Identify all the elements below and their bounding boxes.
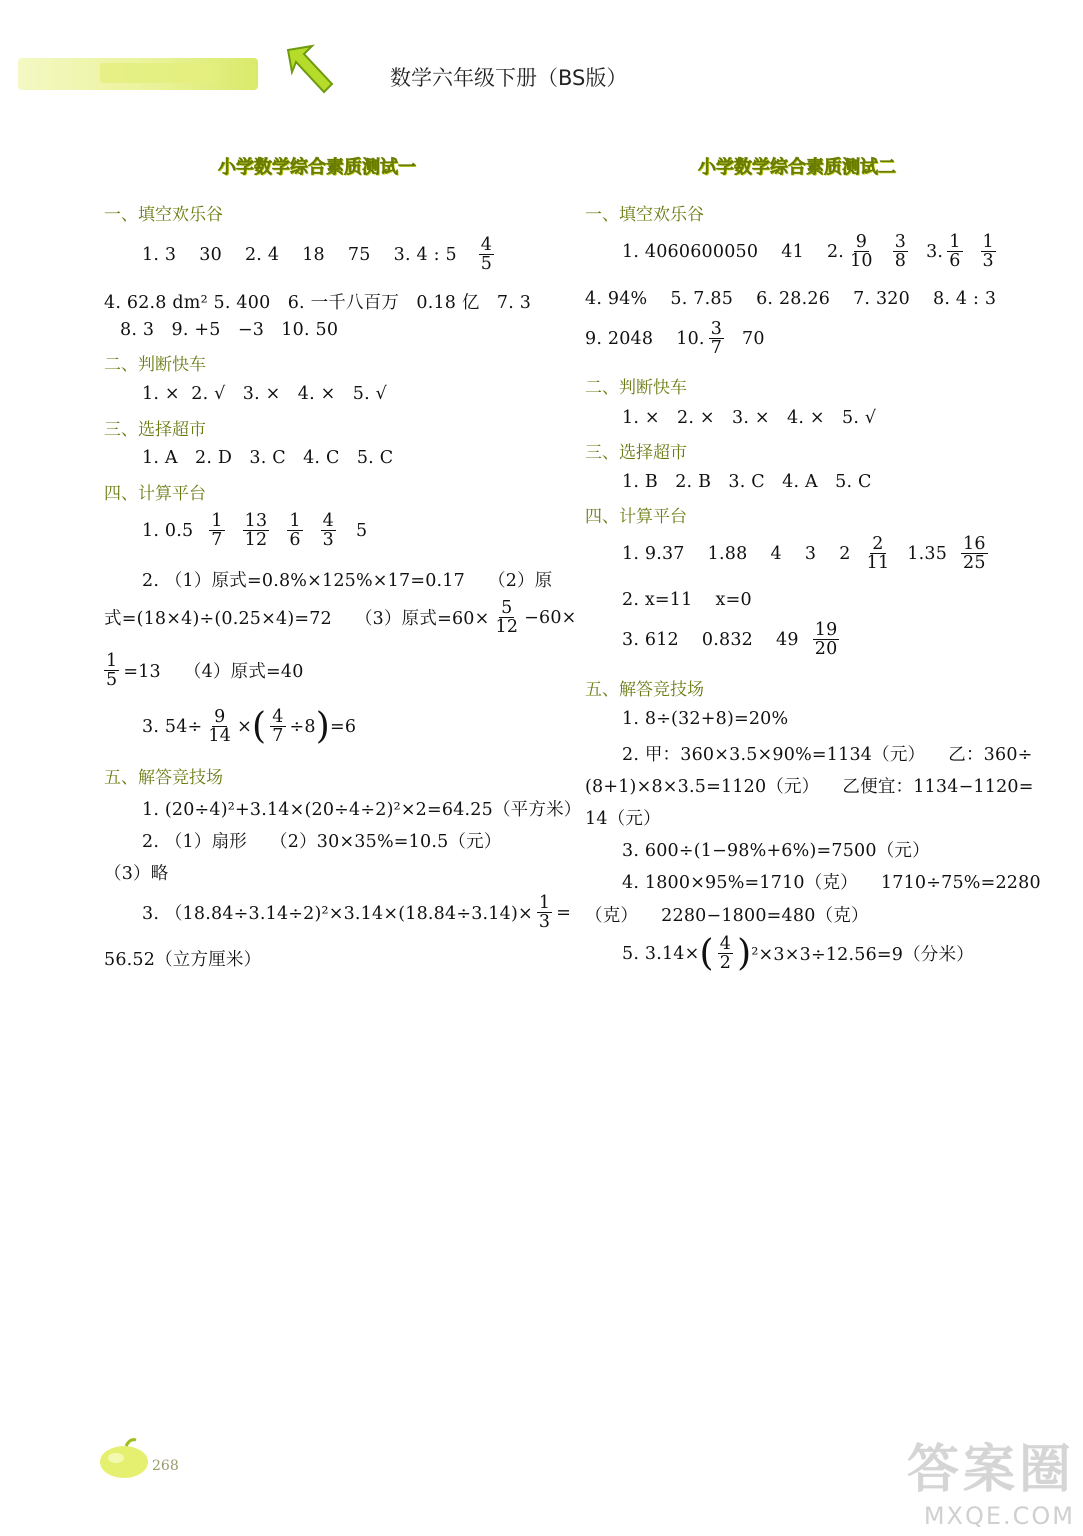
test2-line-2: 4. 94% 5. 7.85 6. 28.26 7. 320 8. 4 : 3 xyxy=(585,289,997,309)
text: × xyxy=(237,716,252,737)
test2-line-12: 14（元） xyxy=(585,809,661,829)
test1-line-7: 2. （1）原式=0.8%×125%×17=0.17 （2）原 xyxy=(142,571,553,591)
test2-section-4: 四、计算平台 xyxy=(585,507,687,527)
test2-line-13: 3. 600÷(1−98%+6%)=7500（元） xyxy=(622,841,930,861)
fraction: $\frac{19}{20}$ xyxy=(814,620,838,660)
fraction: $\frac{4}{7}$ xyxy=(272,707,284,747)
test1-line-3: 8. 3 9. +5 −3 10. 50 xyxy=(120,320,339,340)
text: ÷8 xyxy=(289,716,316,737)
test2-title: 小学数学综合素质测试二 xyxy=(698,157,896,178)
fraction: $\frac{1}{6}$ xyxy=(949,232,961,272)
text: 3. xyxy=(926,241,944,262)
test2-line-14: 4. 1800×95%=1710（克） 1710÷75%=2280 xyxy=(622,873,1041,893)
text: 1.35 xyxy=(907,543,948,564)
page-number: 268 xyxy=(152,1458,179,1474)
fraction: $\frac{1}{7}$ xyxy=(211,511,223,551)
fraction: $\frac{1}{3}$ xyxy=(982,232,994,272)
test2-line-5: 1. B 2. B 3. C 4. A 5. C xyxy=(622,472,872,492)
text: 1. 0.5 xyxy=(142,520,194,541)
text: 5. 3.14× xyxy=(622,943,700,964)
text: =6 xyxy=(330,716,357,737)
paren: ( xyxy=(251,705,267,747)
text: =13 （4）原式=40 xyxy=(123,662,304,683)
test1-line-8 xyxy=(104,599,577,637)
fraction: $\frac{4}{3}$ xyxy=(322,511,334,551)
test2-line-3 xyxy=(585,320,765,358)
test1-title: 小学数学综合素质测试一 xyxy=(218,157,416,178)
text: 1. 9.37 1.88 4 3 2 xyxy=(622,543,851,564)
fraction: $\frac{1}{6}$ xyxy=(289,511,301,551)
test2-line-10: 2. 甲：360×3.5×90%=1134（元） 乙：360÷ xyxy=(622,745,1033,765)
test1-line-9 xyxy=(100,652,304,690)
test1-line-4: 1. × 2. √ 3. × 4. × 5. √ xyxy=(142,384,387,404)
watermark-url: MXQE.COM xyxy=(923,1502,1075,1530)
test1-line-1 xyxy=(142,236,498,274)
watermark-logo xyxy=(907,1427,1075,1530)
fraction: $\frac{4}{2}$ xyxy=(719,934,732,974)
test1-line-15: 56.52（立方厘米） xyxy=(104,950,262,970)
test2-line-9: 1. 8÷(32+8)=20% xyxy=(622,709,789,729)
text: 9. 2048 10. xyxy=(585,328,705,349)
text: 5 xyxy=(356,520,368,541)
test1-line-6 xyxy=(142,512,367,550)
test2-line-15: （克） 2280−1800=480（克） xyxy=(585,906,869,926)
test2-line-8 xyxy=(622,621,843,659)
paren: ) xyxy=(737,932,752,974)
fraction: $\frac{3}{8}$ xyxy=(894,232,907,272)
text: 70 xyxy=(742,328,765,349)
header-banner-highlight xyxy=(100,63,220,83)
fraction: $\frac{5}{12}$ xyxy=(495,598,519,638)
test1-line-11: 1. (20÷4)²+3.14×(20÷4÷2)²×2=64.25（平方米） xyxy=(142,800,582,820)
text: 1. 3 30 2. 4 18 75 3. 4 : 5 xyxy=(142,244,457,265)
test1-section-2: 二、判断快车 xyxy=(104,355,206,375)
test2-line-11: (8+1)×8×3.5=1120（元） 乙便宜：1134−1120= xyxy=(585,777,1034,797)
fraction: $\frac{3}{7}$ xyxy=(710,319,723,359)
test2-line-7: 2. x=11 x=0 xyxy=(622,590,752,610)
fraction: $\frac{1}{3}$ xyxy=(538,893,551,933)
fraction: $\frac{13}{12}$ xyxy=(244,511,268,551)
book-title: 数学六年级下册（BS版） xyxy=(390,66,628,90)
test1-section-5: 五、解答竞技场 xyxy=(104,768,223,788)
test1-section-1: 一、填空欢乐谷 xyxy=(104,205,223,225)
test1-line-10 xyxy=(142,705,357,747)
test2-section-1: 一、填空欢乐谷 xyxy=(585,205,704,225)
text: = xyxy=(556,902,572,923)
test2-line-4: 1. × 2. × 3. × 4. × 5. √ xyxy=(622,408,877,428)
test1-line-14 xyxy=(142,894,571,932)
paren: ( xyxy=(699,932,714,974)
fraction: $\frac{2}{11}$ xyxy=(866,534,890,574)
fraction: $\frac{9}{10}$ xyxy=(850,232,873,272)
fraction: $\frac{1}{5}$ xyxy=(106,651,118,691)
test1-line-12: 2. （1）扇形 （2）30×35%=10.5（元） xyxy=(142,832,502,852)
test2-line-6 xyxy=(622,535,992,573)
test2-section-5: 五、解答竞技场 xyxy=(585,680,704,700)
fruit-icon xyxy=(96,1436,156,1482)
test2-line-1 xyxy=(622,233,1000,271)
text: 式=(18×4)÷(0.25×4)=72 （3）原式=60× xyxy=(104,609,490,630)
fraction: $\frac{4}{5}$ xyxy=(480,235,493,275)
test1-section-4: 四、计算平台 xyxy=(104,484,206,504)
test1-line-5: 1. A 2. D 3. C 4. C 5. C xyxy=(142,448,394,468)
text: 3. （18.84÷3.14÷2)²×3.14×(18.84÷3.14)× xyxy=(142,904,533,925)
text: 1. 4060600050 41 2. xyxy=(622,241,845,262)
test1-section-3: 三、选择超市 xyxy=(104,420,206,440)
text: −60× xyxy=(524,607,577,628)
paren: ) xyxy=(315,705,330,747)
arrow-icon xyxy=(282,40,344,100)
test1-line-13: （3）略 xyxy=(104,864,169,884)
text: ²×3×3÷12.56=9（分米） xyxy=(751,945,974,966)
test2-section-2: 二、判断快车 xyxy=(585,378,687,398)
fraction: $\frac{9}{14}$ xyxy=(208,707,232,747)
test1-line-2: 4. 62.8 dm² 5. 400 6. 一千八百万 0.18 亿 7. 3 xyxy=(104,293,532,313)
test2-line-16 xyxy=(622,932,974,974)
text: 3. 54÷ xyxy=(142,716,203,737)
test2-section-3: 三、选择超市 xyxy=(585,443,687,463)
watermark-text: 答案圈 xyxy=(906,1440,1075,1500)
fraction: $\frac{16}{25}$ xyxy=(963,534,986,574)
text: 3. 612 0.832 49 xyxy=(622,629,799,650)
